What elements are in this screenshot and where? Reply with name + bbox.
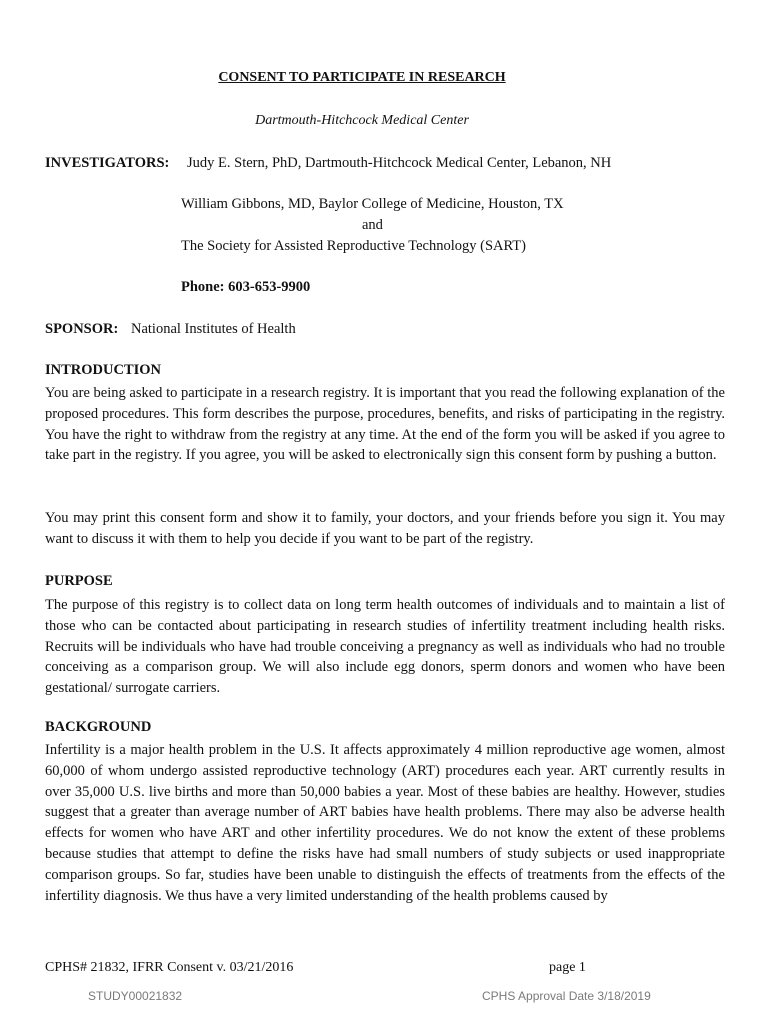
institution-name: Dartmouth-Hitchcock Medical Center [255,113,469,128]
sponsor-name: National Institutes of Health [131,321,296,337]
document-title: CONSENT TO PARTICIPATE IN RESEARCH [218,70,506,85]
investigator-gibbons: William Gibbons, MD, Baylor College of Medicine, Houston, TX [181,196,564,212]
sponsor-label: SPONSOR: [45,321,119,337]
purpose-paragraph: The purpose of this registry is to collect data on long term health outcomes of individuals and to maintain a list of those who can be contacted about participating in research studies of infertility treatment including health risks. Recruits will be individuals who have had trouble conceiving a pregnancy as well as individuals who had no trouble conceiving as a comparison group. We will also include egg donors, sperm donors and women who have been gestational/ surrogate carriers. [45,597,725,697]
investigators-label: INVESTIGATORS: [45,155,170,171]
approval-date-stamp: CPHS Approval Date 3/18/2019 [482,989,651,1003]
footer-page-number: page 1 [549,960,586,975]
phone-number: Phone: 603-653-9900 [181,279,311,295]
background-heading: BACKGROUND [45,719,152,735]
introduction-heading: INTRODUCTION [45,362,162,378]
investigator-and: and [362,217,383,233]
purpose-heading: PURPOSE [45,573,113,589]
footer-consent-version: CPHS# 21832, IFRR Consent v. 03/21/2016 [45,960,294,975]
background-paragraph: Infertility is a major health problem in the U.S. It affects approximately 4 million reproductive age women, almost 60,000 of whom undergo assisted reproductive technology (ART) procedures each year. ART currently results in over 35,000 U.S. live births and more than 50,000 babies a year. Most of these babies are healthy. However, studies suggest that a greater than average number of ART babies have health problems. There may also be adverse health effects for women who have ART and other infertility procedures. We do not know the extent of these problems because studies that attempt to define the risks have had small numbers of study subjects or used inappropriate comparison groups. So far, studies have been unable to distinguish the effects of treatments from the effects of the infertility diagnosis. We thus have a very limited understanding of the health problems caused by [45,742,725,904]
introduction-paragraph-1: You are being asked to participate in a research registry. It is important that you read the following explanation of the proposed procedures. This form describes the purpose, procedures, benefits, and risks of participating in the registry. You have the right to withdraw from the registry at any time. At the end of the form you will be asked if you agree to take part in the registry. If you agree, you will be asked to electronically sign this consent form by pushing a button. [45,385,725,464]
investigator-stern: Judy E. Stern, PhD, Dartmouth-Hitchcock Medical Center, Lebanon, NH [187,155,612,171]
introduction-paragraph-2: You may print this consent form and show it to family, your doctors, and your friends before you sign it. You may want to discuss it with them to help you decide if you want to be part of the registry. [45,510,725,547]
investigator-sart: The Society for Assisted Reproductive Technology (SART) [181,238,526,254]
study-id-stamp: STUDY00021832 [88,989,183,1003]
